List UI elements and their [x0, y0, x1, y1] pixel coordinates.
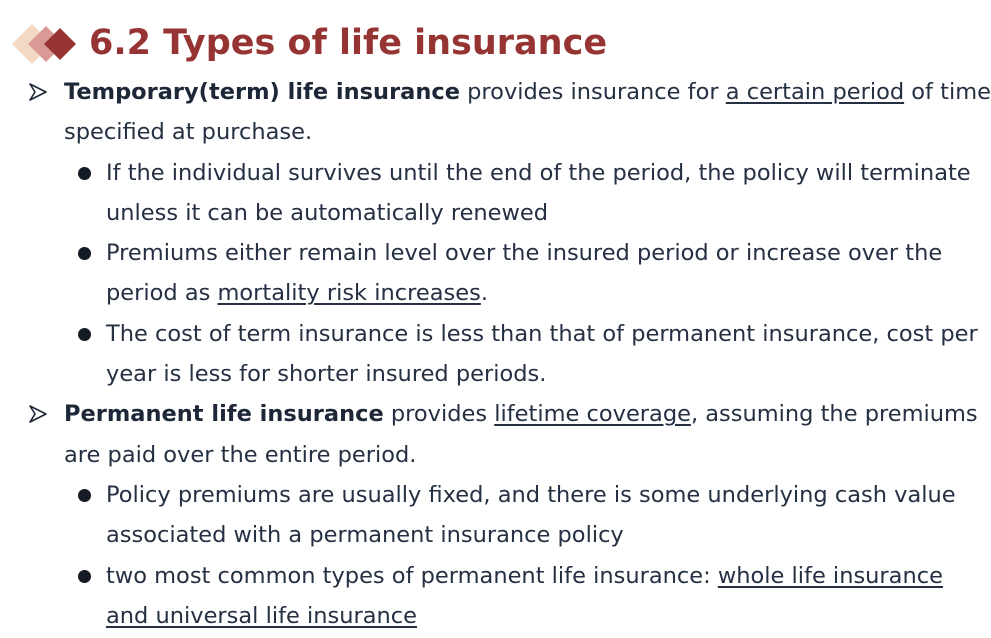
text-line: [106, 475, 956, 515]
text-line: [64, 112, 925, 152]
line-text: If the individual survives until the end of the period, the policy will terminate: [106, 159, 971, 186]
dot-bullet-icon: [78, 489, 91, 502]
line-text: The cost of term insurance is less than that of permanent insurance, cost per: [106, 320, 978, 347]
main-bullet-item: [0, 72, 991, 153]
sub-bullet-item: [0, 556, 943, 637]
underlined-phrase: lifetime coverage: [494, 401, 691, 428]
text-line: [64, 394, 978, 434]
text-line: [106, 233, 943, 273]
line-text: .: [480, 280, 488, 307]
text-line: [106, 193, 925, 233]
dot-bullet-icon: [78, 167, 91, 180]
text-line: [64, 72, 991, 112]
text-line: [106, 153, 971, 193]
text-line: [106, 515, 925, 555]
sub-bullet-item: [0, 475, 956, 556]
page-title: 6.2 Types of life insurance: [89, 23, 608, 63]
text-line: [64, 435, 925, 475]
line-text: , assuming the premiums: [690, 401, 978, 428]
line-text: of time: [904, 79, 991, 105]
text-line: [106, 596, 925, 636]
sub-bullet-item: [0, 314, 978, 395]
line-text: associated with a permanent insurance policy: [106, 522, 624, 549]
line-text: unless it can be automatically renewed: [106, 199, 549, 226]
line-text: Premiums either remain level over the insured period or increase over the: [106, 240, 943, 267]
dot-bullet-icon: [78, 328, 91, 341]
underlined-phrase: whole life insurance: [717, 562, 943, 589]
text-line: [106, 556, 943, 596]
line-text: period as: [106, 280, 218, 307]
line-text: are paid over the entire period.: [64, 441, 417, 468]
sub-bullet-item: [0, 233, 943, 314]
bold-term: Temporary(term) life insurance: [64, 79, 460, 105]
diamond-logo-icon: [10, 20, 82, 68]
text-line: [106, 314, 978, 354]
line-text: year is less for shorter insured periods.: [106, 361, 547, 388]
line-text: two most common types of permanent life insurance:: [106, 562, 718, 589]
dot-bullet-icon: [78, 247, 91, 260]
underlined-phrase: mortality risk increases: [217, 280, 481, 307]
bold-term: Permanent life insurance: [64, 401, 384, 428]
main-bullet-item: [0, 394, 978, 475]
text-line: [106, 354, 925, 394]
line-text: Policy premiums are usually fixed, and there is some underlying cash value: [106, 481, 956, 508]
underlined-phrase: and universal life insurance: [106, 602, 418, 629]
dot-bullet-icon: [78, 570, 91, 583]
line-text: provides: [383, 401, 495, 428]
line-text: provides insurance for: [459, 79, 726, 105]
underlined-phrase: a certain period: [725, 79, 905, 105]
line-text: specified at purchase.: [64, 119, 313, 146]
arrow-bullet-icon: [29, 72, 47, 112]
sub-bullet-item: [0, 153, 971, 234]
bullet-list: [0, 72, 991, 636]
text-line: [106, 273, 925, 313]
arrow-bullet-icon: [29, 394, 47, 434]
